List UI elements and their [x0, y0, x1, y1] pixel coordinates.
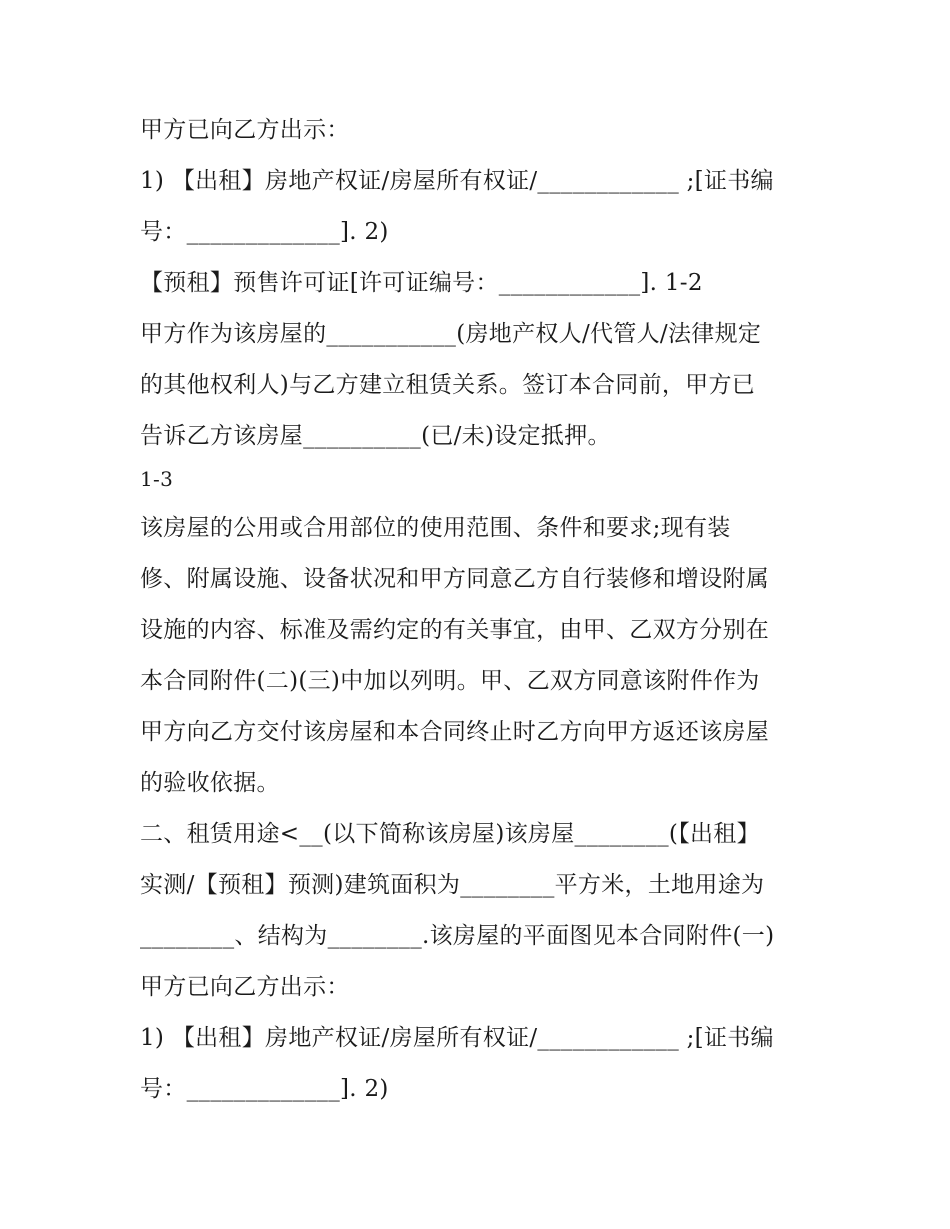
text-line: 二、租赁用途<__(以下简称该房屋)该房屋________(【出租】 [140, 821, 760, 847]
text-line: 的验收依据。 [140, 770, 280, 796]
text-line: 号：_____________]. 2) [140, 219, 389, 245]
text-line: 1) 【出租】房地产权证/房屋所有权证/____________ ;[证书编 [140, 168, 774, 194]
text-line: 该房屋的公用或合用部位的使用范围、条件和要求;现有装 [140, 515, 731, 541]
text-line: ________、结构为________.该房屋的平面图见本合同附件(一) [140, 923, 775, 949]
text-line: 号：_____________]. 2) [140, 1076, 389, 1102]
text-line: 修、附属设施、设备状况和甲方同意乙方自行装修和增设附属 [140, 566, 770, 592]
text-line: 1) 【出租】房地产权证/房屋所有权证/____________ ;[证书编 [140, 1025, 774, 1051]
text-line: 甲方作为该房屋的___________(房地产权人/代管人/法律规定 [140, 321, 762, 347]
text-line: 告诉乙方该房屋__________(已/未)设定抵押。 [140, 423, 611, 449]
section-number: 1-3 [140, 467, 174, 491]
text-line: 甲方向乙方交付该房屋和本合同终止时乙方向甲方返还该房屋 [140, 719, 770, 745]
text-line: 实测/【预租】预测)建筑面积为________平方米，土地用途为 [140, 872, 765, 898]
text-line: 的其他权利人)与乙方建立租赁关系。签订本合同前，甲方已 [140, 372, 756, 398]
text-line: 设施的内容、标准及需约定的有关事宜，由甲、乙双方分别在 [140, 617, 770, 643]
text-line: 【预租】预售许可证[许可证编号：____________]. 1-2 [140, 270, 703, 296]
text-line: 本合同附件(二)(三)中加以列明。甲、乙双方同意该附件作为 [140, 668, 760, 694]
text-line: 甲方已向乙方出示： [140, 974, 350, 1000]
text-line: 甲方已向乙方出示： [140, 117, 350, 143]
